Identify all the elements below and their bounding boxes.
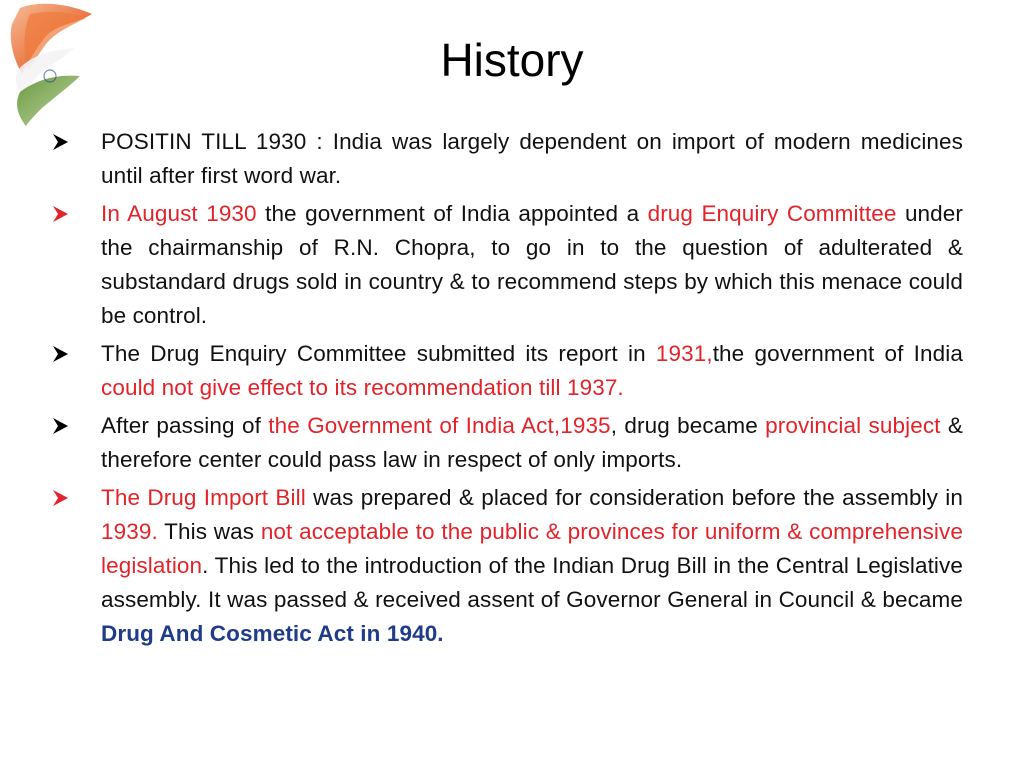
arrow-bullet-icon xyxy=(50,481,72,515)
bullet-text-segment: This was xyxy=(157,519,261,544)
arrow-bullet-icon xyxy=(50,409,72,443)
bullet-text-segment: , drug became xyxy=(610,413,766,438)
bullet-text-segment: & therefore center could pass law in respect of only imports. xyxy=(101,413,964,472)
bullet-item xyxy=(50,481,963,651)
bullet-text-segment: under the chairmanship of R.N. Chopra, to go in to the question of adulterated & substandard drugs sold in country & to recommend steps by which this menace could be control. xyxy=(101,201,963,328)
bullet-text-segment: drug Enquiry Committee xyxy=(647,201,897,226)
bullet-item xyxy=(50,125,963,193)
bullet-item xyxy=(50,337,963,405)
bullet-text-segment: provincial subject xyxy=(765,413,941,438)
bullet-text-segment: the Government of India Act,1935 xyxy=(268,413,611,438)
page-title: History xyxy=(440,34,584,86)
bullet-text-segment: . This led to the introduction of the Indian Drug Bill in the Central Legislative assembly. It was passed & received assent of Governor General in Council & became xyxy=(101,553,963,612)
bullet-text-segment: not acceptable to the public & provinces for uniform & comprehensive legislation xyxy=(101,519,963,578)
bullet-text-segment: In August 1930 xyxy=(101,201,257,226)
arrow-bullet-icon xyxy=(50,197,72,231)
bullet-text-segment: POSITIN TILL 1930 : India was largely dependent on import of modern medicines until after first word war. xyxy=(101,129,963,188)
bullet-text-segment: the government of India appointed a xyxy=(256,201,648,226)
arrow-bullet-icon xyxy=(50,125,72,159)
bullet-text-segment: Drug And Cosmetic Act in 1940. xyxy=(101,621,444,646)
bullet-list xyxy=(50,125,963,655)
bullet-text-segment: The Drug Enquiry Committee submitted its report in xyxy=(101,341,656,366)
bullet-text-segment: was prepared & placed for consideration before the assembly in xyxy=(305,485,963,510)
bullet-item xyxy=(50,409,963,477)
arrow-bullet-icon xyxy=(50,337,72,371)
bullet-text-segment: After passing of xyxy=(101,413,269,438)
bullet-item xyxy=(50,197,963,333)
bullet-text-segment: 1931, xyxy=(655,341,713,366)
bullet-text-segment: The Drug Import Bill xyxy=(101,485,306,510)
bullet-text-segment: the government of India xyxy=(712,341,963,366)
bullet-text-segment: could not give effect to its recommendation till 1937. xyxy=(101,375,624,400)
bullet-text-segment: 1939. xyxy=(101,519,158,544)
